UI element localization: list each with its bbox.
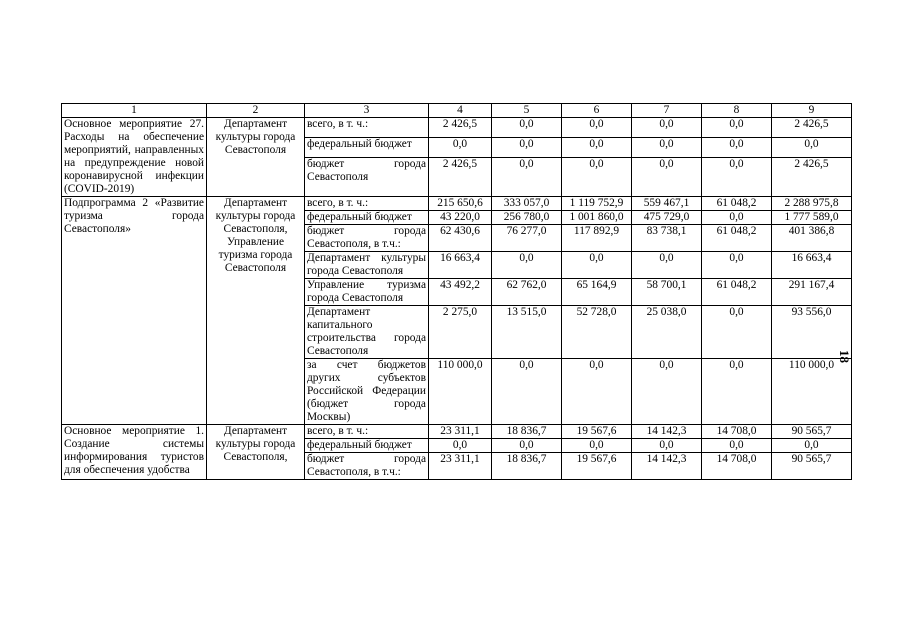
amount-cell: 61 048,2	[702, 225, 772, 252]
amount-cell: 1 777 589,0	[772, 211, 852, 225]
amount-cell: 16 663,4	[772, 252, 852, 279]
amount-cell: 0,0	[632, 439, 702, 453]
funding-source-cell: бюджет города Севастополя, в т.ч.:	[305, 225, 429, 252]
funding-source-cell: бюджет города Севастополя, в т.ч.:	[305, 453, 429, 480]
table-row	[62, 197, 852, 211]
funding-source-cell: всего, в т. ч.:	[305, 425, 429, 439]
amount-cell: 18 836,7	[492, 453, 562, 480]
funding-source-cell: федеральный бюджет	[305, 138, 429, 158]
header-row	[62, 104, 852, 118]
amount-cell: 0,0	[492, 439, 562, 453]
amount-cell: 14 708,0	[702, 425, 772, 439]
header-cell: 1	[62, 104, 207, 118]
budget-table	[61, 103, 852, 480]
event-name-cell: Основное мероприятие 1. Создание системы информирования туристов для обеспечения удобства	[62, 425, 207, 480]
amount-cell: 0,0	[562, 359, 632, 425]
responsible-executor-cell: Департамент культуры города Севастополя,	[207, 425, 305, 480]
responsible-executor-cell: Департамент культуры города Севастополя	[207, 118, 305, 197]
funding-source-cell: за счет бюджетов других субъектов Российской Федерации (бюджет города Москвы)	[305, 359, 429, 425]
amount-cell: 0,0	[492, 158, 562, 197]
amount-cell: 0,0	[702, 439, 772, 453]
amount-cell: 0,0	[632, 118, 702, 138]
amount-cell: 0,0	[429, 439, 492, 453]
amount-cell: 2 275,0	[429, 306, 492, 359]
amount-cell: 23 311,1	[429, 425, 492, 439]
header-cell: 7	[632, 104, 702, 118]
amount-cell: 0,0	[702, 158, 772, 197]
amount-cell: 0,0	[702, 211, 772, 225]
amount-cell: 43 492,2	[429, 279, 492, 306]
amount-cell: 110 000,0	[772, 359, 852, 425]
amount-cell: 0,0	[772, 439, 852, 453]
funding-source-cell: федеральный бюджет	[305, 211, 429, 225]
header-cell: 6	[562, 104, 632, 118]
amount-cell: 52 728,0	[562, 306, 632, 359]
amount-cell: 19 567,6	[562, 425, 632, 439]
amount-cell: 0,0	[632, 252, 702, 279]
amount-cell: 0,0	[562, 158, 632, 197]
amount-cell: 475 729,0	[632, 211, 702, 225]
amount-cell: 117 892,9	[562, 225, 632, 252]
amount-cell: 0,0	[702, 359, 772, 425]
amount-cell: 256 780,0	[492, 211, 562, 225]
amount-cell: 2 426,5	[772, 158, 852, 197]
event-name-cell: Основное мероприятие 27. Расходы на обеспечение мероприятий, направленных на предупреждение новой коронавирусной инфекции (COVID-2019)	[62, 118, 207, 197]
funding-source-cell: Департамент культуры города Севастополя	[305, 252, 429, 279]
header-cell: 4	[429, 104, 492, 118]
amount-cell: 559 467,1	[632, 197, 702, 211]
amount-cell: 0,0	[492, 252, 562, 279]
amount-cell: 58 700,1	[632, 279, 702, 306]
amount-cell: 76 277,0	[492, 225, 562, 252]
header-cell: 8	[702, 104, 772, 118]
amount-cell: 0,0	[429, 138, 492, 158]
amount-cell: 110 000,0	[429, 359, 492, 425]
amount-cell: 0,0	[702, 138, 772, 158]
amount-cell: 0,0	[702, 306, 772, 359]
amount-cell: 0,0	[562, 439, 632, 453]
amount-cell: 90 565,7	[772, 425, 852, 439]
header-cell: 2	[207, 104, 305, 118]
amount-cell: 0,0	[562, 118, 632, 138]
amount-cell: 0,0	[632, 359, 702, 425]
amount-cell: 14 708,0	[702, 453, 772, 480]
amount-cell: 93 556,0	[772, 306, 852, 359]
amount-cell: 61 048,2	[702, 279, 772, 306]
amount-cell: 401 386,8	[772, 225, 852, 252]
amount-cell: 14 142,3	[632, 453, 702, 480]
amount-cell: 2 288 975,8	[772, 197, 852, 211]
header-cell: 9	[772, 104, 852, 118]
amount-cell: 18 836,7	[492, 425, 562, 439]
responsible-executor-cell: Департамент культуры города Севастополя, Управление туризма города Севастополя	[207, 197, 305, 425]
funding-source-cell: Управление туризма города Севастополя	[305, 279, 429, 306]
amount-cell: 16 663,4	[429, 252, 492, 279]
amount-cell: 23 311,1	[429, 453, 492, 480]
amount-cell: 333 057,0	[492, 197, 562, 211]
amount-cell: 25 038,0	[632, 306, 702, 359]
funding-source-cell: федеральный бюджет	[305, 439, 429, 453]
amount-cell: 13 515,0	[492, 306, 562, 359]
amount-cell: 215 650,6	[429, 197, 492, 211]
amount-cell: 2 426,5	[429, 158, 492, 197]
amount-cell: 0,0	[632, 138, 702, 158]
amount-cell: 0,0	[702, 118, 772, 138]
table-row	[62, 118, 852, 138]
amount-cell: 1 001 860,0	[562, 211, 632, 225]
funding-source-cell: всего, в т. ч.:	[305, 118, 429, 138]
funding-source-cell: всего, в т. ч.:	[305, 197, 429, 211]
event-name-cell: Подпрограмма 2 «Развитие туризма города Севастополя»	[62, 197, 207, 425]
page-number: 18	[837, 350, 852, 363]
amount-cell: 83 738,1	[632, 225, 702, 252]
amount-cell: 291 167,4	[772, 279, 852, 306]
amount-cell: 0,0	[492, 359, 562, 425]
header-cell: 3	[305, 104, 429, 118]
amount-cell: 0,0	[702, 252, 772, 279]
amount-cell: 2 426,5	[429, 118, 492, 138]
funding-source-cell: бюджет города Севастополя	[305, 158, 429, 197]
amount-cell: 0,0	[632, 158, 702, 197]
amount-cell: 0,0	[562, 138, 632, 158]
amount-cell: 62 762,0	[492, 279, 562, 306]
amount-cell: 19 567,6	[562, 453, 632, 480]
amount-cell: 1 119 752,9	[562, 197, 632, 211]
header-cell: 5	[492, 104, 562, 118]
amount-cell: 2 426,5	[772, 118, 852, 138]
amount-cell: 0,0	[492, 138, 562, 158]
amount-cell: 0,0	[562, 252, 632, 279]
amount-cell: 62 430,6	[429, 225, 492, 252]
funding-source-cell: Департамент капитального строительства города Севастополя	[305, 306, 429, 359]
amount-cell: 0,0	[772, 138, 852, 158]
amount-cell: 65 164,9	[562, 279, 632, 306]
amount-cell: 90 565,7	[772, 453, 852, 480]
table-row	[62, 425, 852, 439]
amount-cell: 0,0	[492, 118, 562, 138]
amount-cell: 43 220,0	[429, 211, 492, 225]
amount-cell: 61 048,2	[702, 197, 772, 211]
amount-cell: 14 142,3	[632, 425, 702, 439]
